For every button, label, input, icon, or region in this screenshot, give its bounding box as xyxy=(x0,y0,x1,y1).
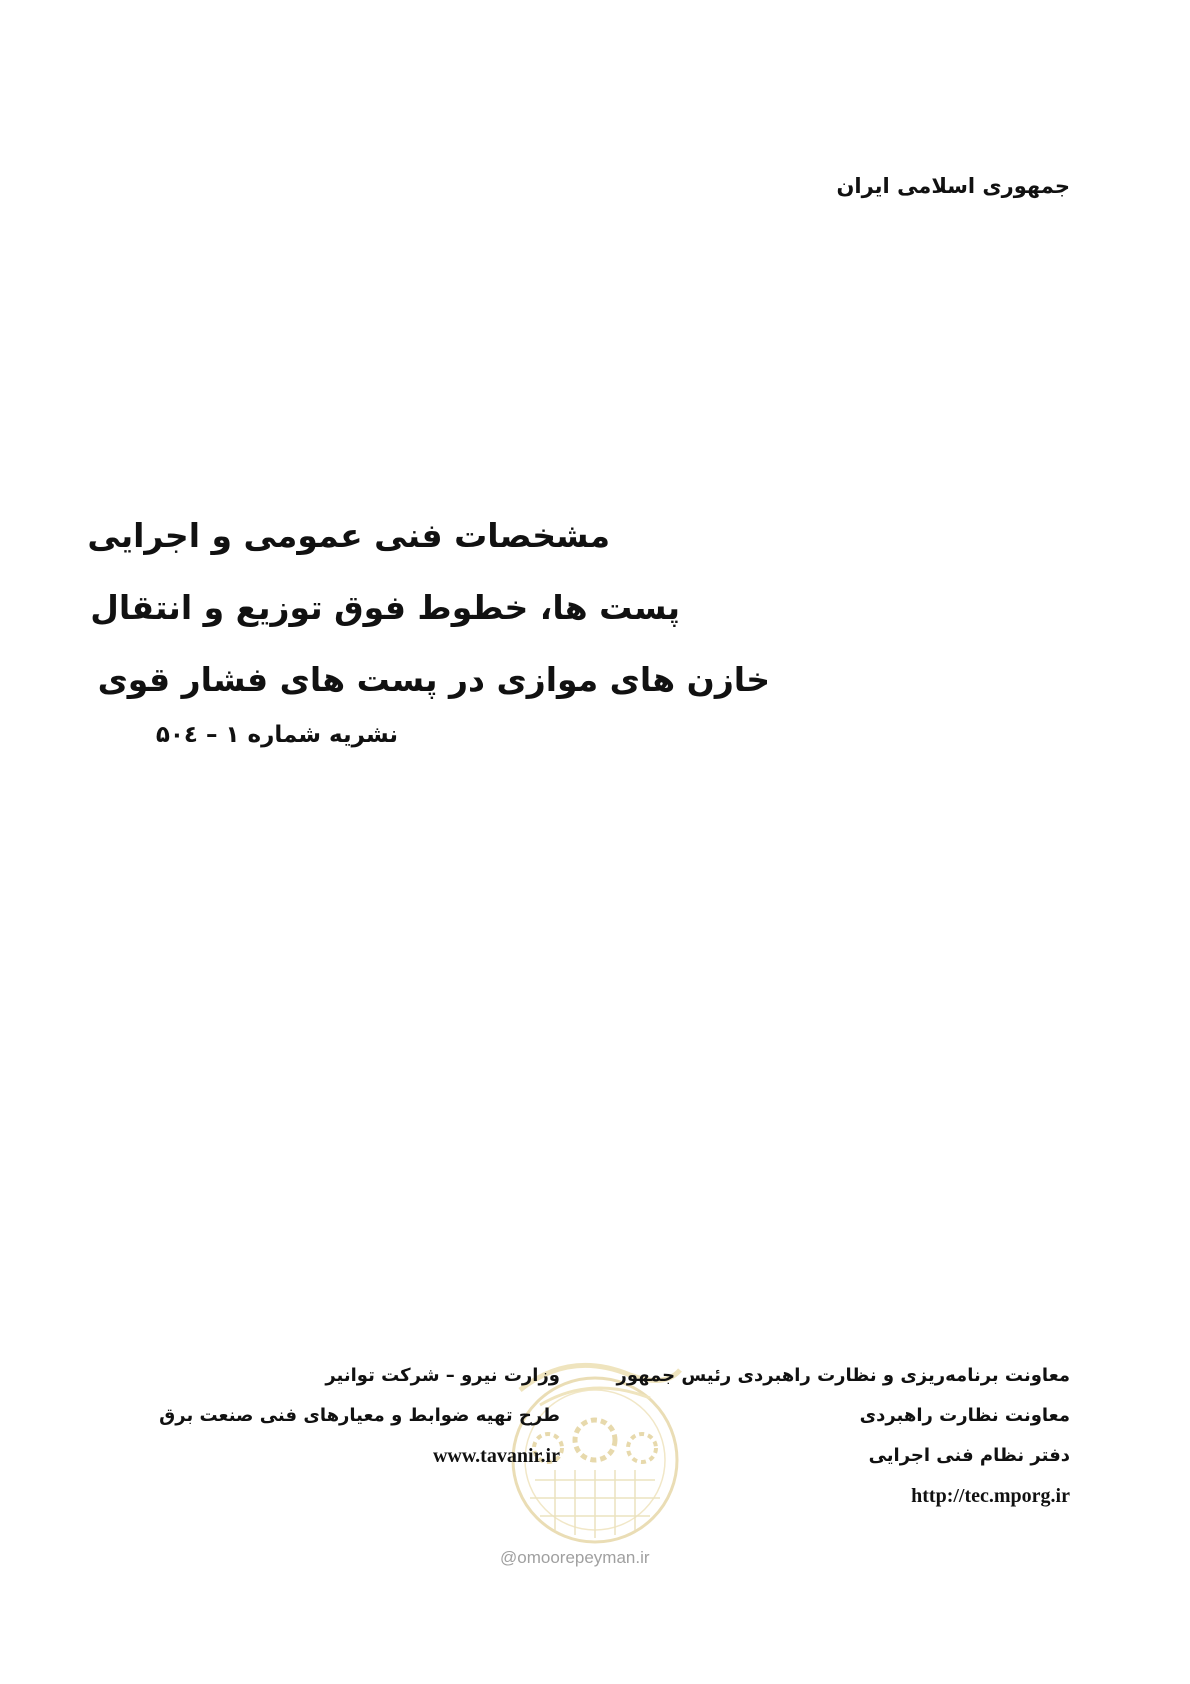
title-block xyxy=(87,500,770,748)
publication-number: نشریه شماره ۱ – ۵۰٤ xyxy=(155,722,398,748)
title-line-2: پست ها، خطوط فوق توزیع و انتقال xyxy=(90,588,680,627)
watermark-text: @omoorepeyman.ir xyxy=(500,1548,650,1567)
footer-url-tavanir[interactable]: www.tavanir.ir xyxy=(432,1445,560,1467)
footer-left xyxy=(159,1356,560,1476)
footer-org-standards: طرح تهیه ضوابط و معیارهای فنی صنعت برق xyxy=(159,1405,560,1426)
title-line-1: مشخصات فنی عمومی و اجرایی xyxy=(87,516,610,555)
footer-org-supervision: معاونت نظارت راهبردی xyxy=(859,1405,1070,1426)
footer-org-office: دفتر نظام فنی اجرایی xyxy=(868,1445,1070,1466)
country-name: جمهوری اسلامی ایران xyxy=(836,174,1070,198)
footer-right xyxy=(617,1356,1070,1516)
footer-org-mporg: معاونت برنامه‌ریزی و نظارت راهبردی رئیس جمهور xyxy=(616,1365,1070,1386)
title-line-3: خازن های موازی در پست های فشار قوی xyxy=(97,660,770,699)
footer-url-mporg[interactable]: http://tec.mporg.ir xyxy=(911,1485,1070,1507)
footer-org-tavanir: وزارت نیرو – شرکت توانیر xyxy=(325,1365,560,1386)
